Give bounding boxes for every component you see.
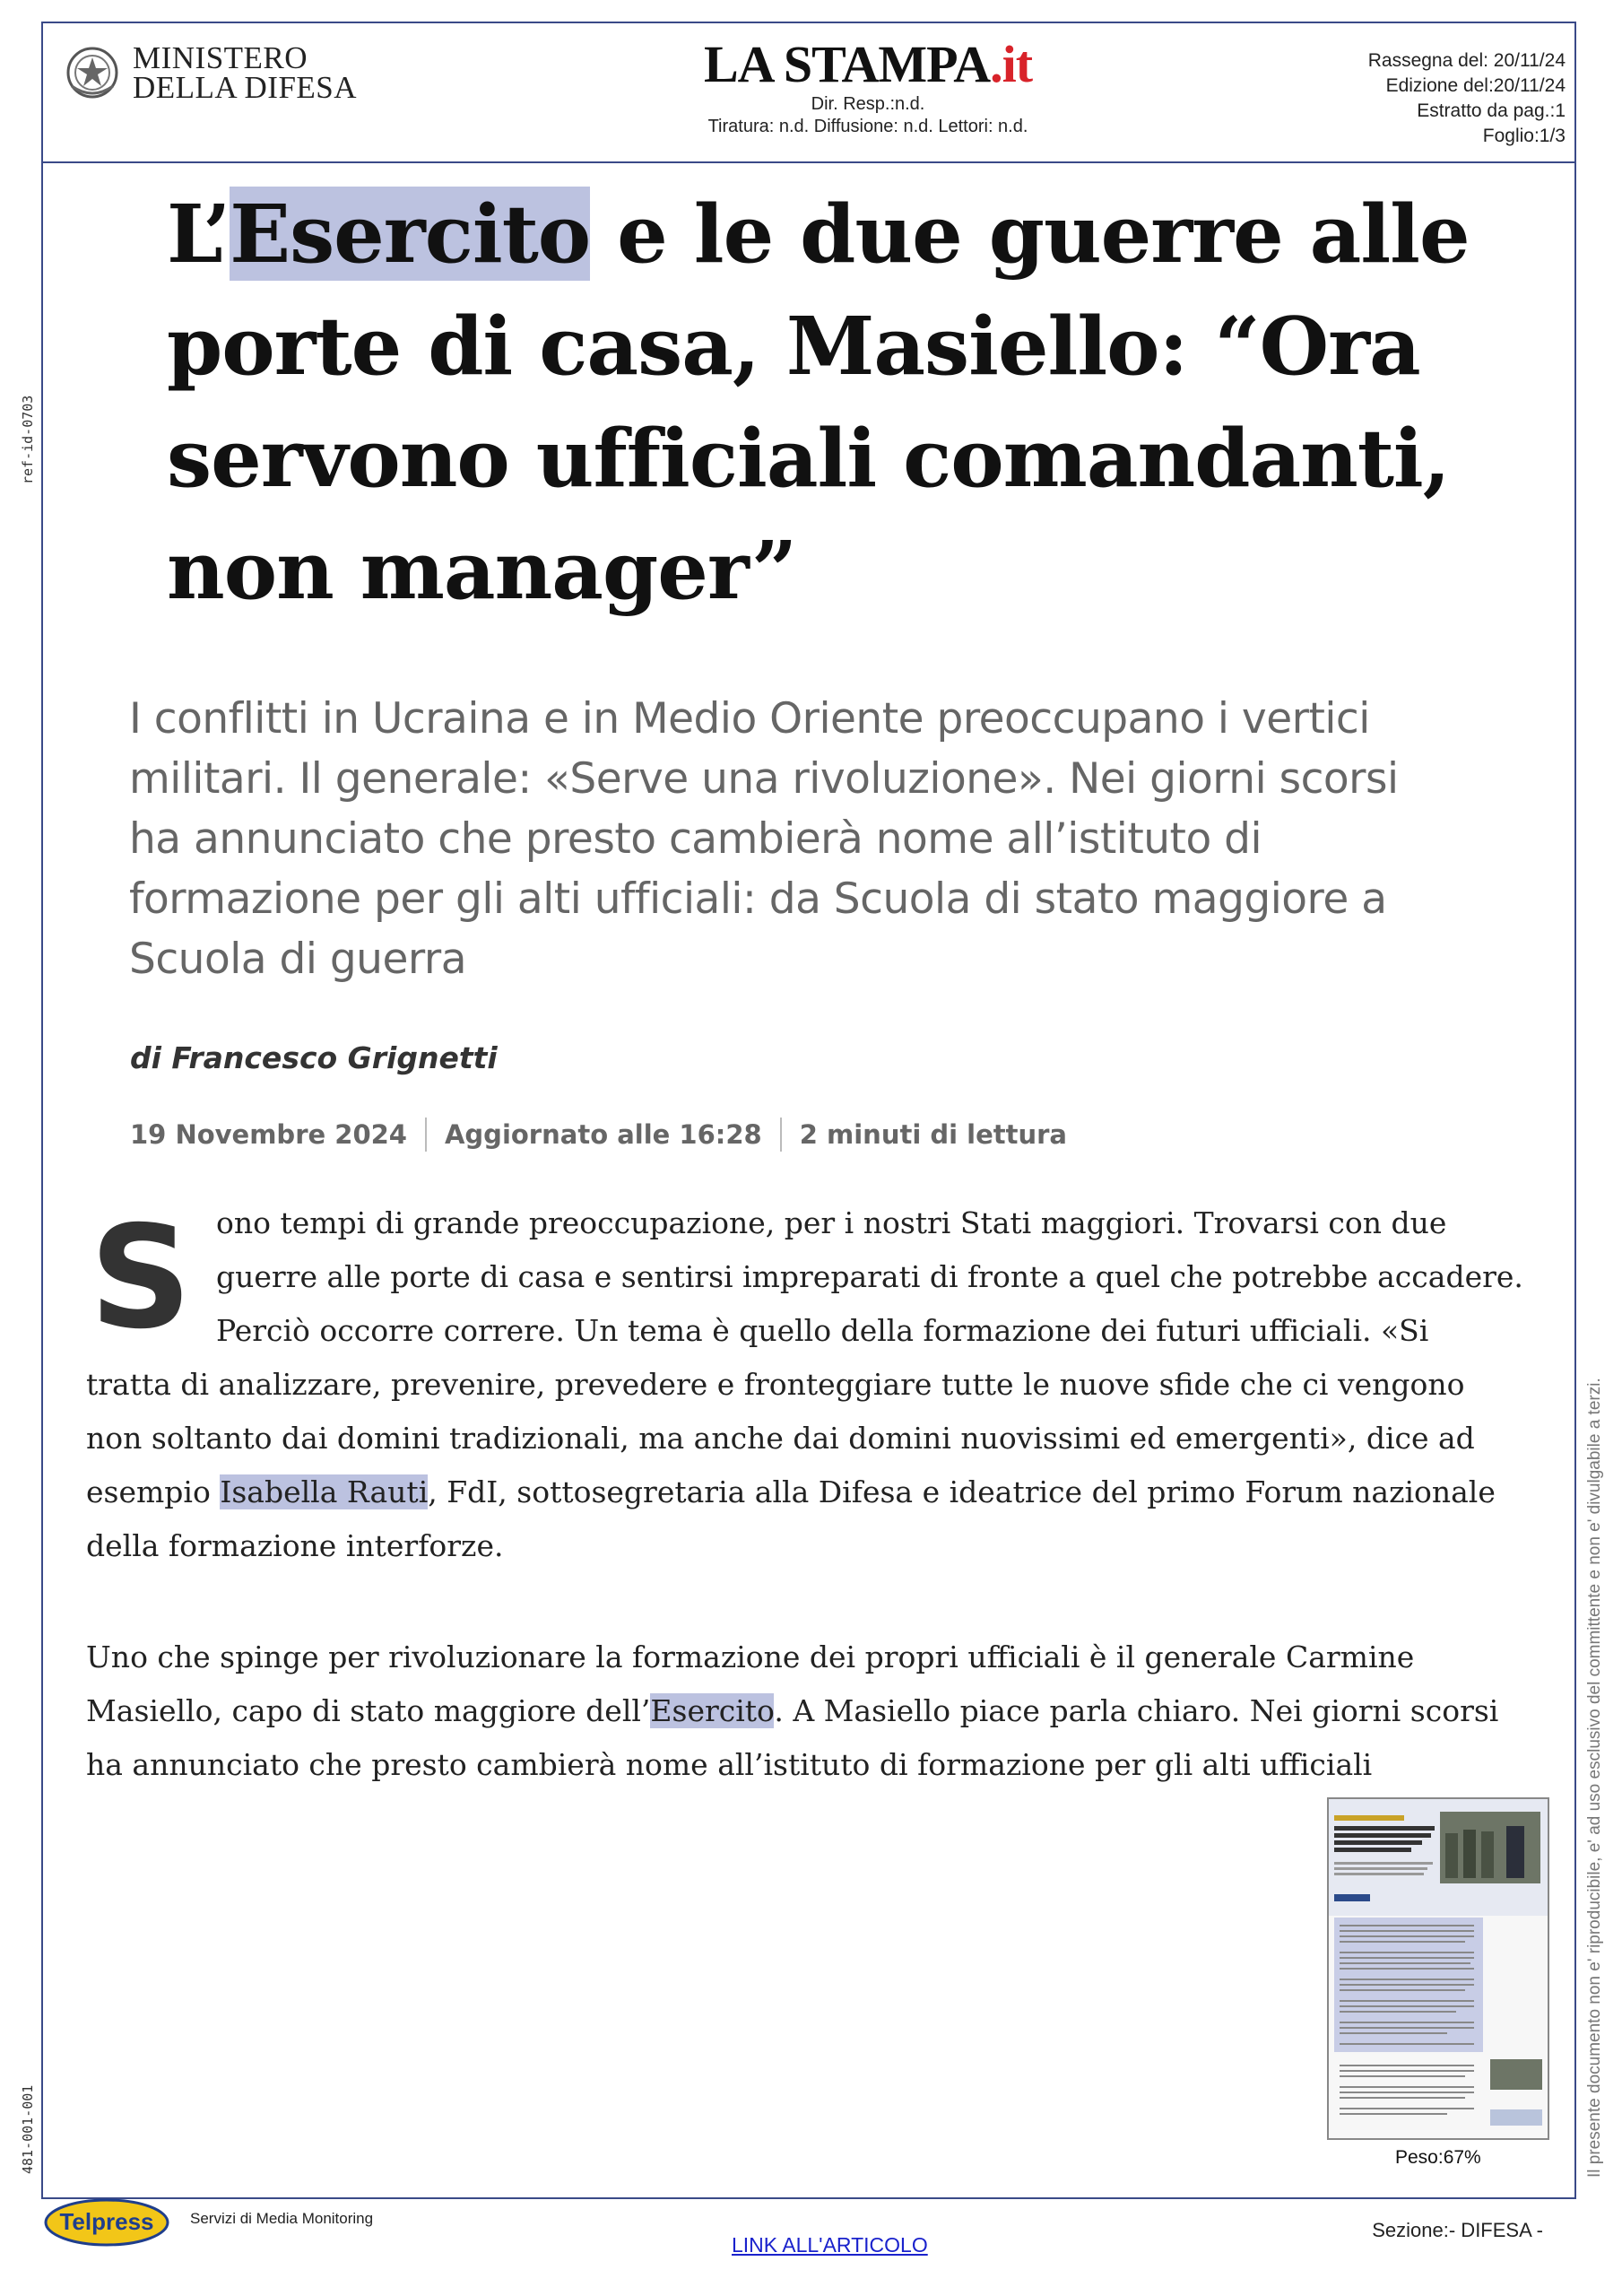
article-byline: di Francesco Grignetti [130,1040,498,1075]
subtitle-line: formazione per gli alti ufficiali: da Scuola di stato maggiore a [129,874,1387,924]
italian-republic-emblem-icon [65,45,120,100]
article-dateline [130,1118,1067,1152]
dateline-separator [780,1118,782,1152]
ministry-line-1: MINISTERO [133,40,308,75]
subtitle-line: ha annunciato che presto cambierà nome all’istituto di [129,814,1262,864]
estratto-page: Estratto da pag.:1 [1417,100,1566,121]
line-text: , FdI, sottosegretaria alla Difesa e ideatrice del primo Forum nazionale [428,1474,1496,1509]
paragraph-line: ono tempi di grande preoccupazione, per i nostri Stati maggiori. Trovarsi con due [216,1205,1447,1240]
dateline-separator [425,1118,427,1152]
line-text: Masiello, capo di stato maggiore dell’ [86,1693,651,1728]
highlighted-word: Esercito [650,1693,775,1728]
highlighted-name: Isabella Rauti [220,1474,429,1509]
page-thumbnail[interactable] [1327,1797,1549,2140]
reading-time: 2 minuti di lettura [799,1119,1068,1150]
edizione-date: Edizione del:20/11/24 [1385,75,1566,96]
telpress-logo-text: Telpress [59,2208,154,2235]
paragraph-line: tratta di analizzare, prevenire, prevedere e fronteggiare tutte le nuove sfide che ci vengono [86,1367,1465,1402]
updated-time: Aggiornato alle 16:28 [444,1119,762,1150]
logo-main: LA STAMPA [703,35,991,93]
drop-cap: S [90,1196,192,1361]
article-link[interactable]: LINK ALL'ARTICOLO [732,2233,928,2257]
paragraph-line: Perciò occorre correre. Un tema è quello della formazione dei futuri ufficiali. «Si [216,1313,1429,1348]
subtitle-line: militari. Il generale: «Serve una rivoluzione». Nei giorni scorsi [129,754,1399,804]
rassegna-info [1368,48,1566,149]
headline-line-4: non manager” [167,523,797,617]
paragraph-line [86,1684,1521,1738]
paragraph-line: guerre alle porte di casa e sentirsi impreparati di fronte a quel che potrebbe accadere. [216,1259,1523,1294]
thumbnail-preview-image [1329,1799,1548,2138]
headline-line-1 [167,178,1494,290]
subtitle-line: I conflitti in Ucraina e in Medio Oriente preoccupano i vertici [129,694,1370,744]
ministry-block [65,40,358,105]
publish-date: 19 Novembre 2024 [130,1119,407,1150]
article-paragraph-1 [86,1196,1521,1573]
article-headline [167,178,1494,626]
weight-label: Peso:67% [1395,2147,1481,2168]
section-label: Sezione:- DIFESA - [1372,2219,1543,2241]
ref-id-vertical: ref-id-0703 [20,395,36,484]
paragraph-line: non soltanto dai domini tradizionali, ma anche dai domini nuovissimi ed emergenti», dice ad [86,1421,1475,1456]
article-paragraph-2 [86,1631,1521,1792]
headline-highlight: Esercito [230,187,591,281]
headline-line-3: servono ufficiali comandanti, [167,411,1450,505]
headline-prefix: L’ [167,187,230,281]
logo-suffix: .it [990,35,1033,93]
line-text: esempio [86,1474,221,1509]
ministry-name [133,40,358,105]
line-text: . A Masiello piace parla chiaro. Nei giorni scorsi [774,1693,1499,1728]
article-subtitle [129,689,1492,989]
doc-code-vertical: 481-001-001 [20,2084,36,2174]
telpress-logo-icon [43,2194,170,2248]
paragraph-line: della formazione interforze. [86,1528,504,1563]
subtitle-line: Scuola di guerra [129,935,467,984]
director-line: Dir. Resp.:n.d. [811,94,925,114]
paragraph-line: ha annunciato che presto cambierà nome all’istituto di formazione per gli alti ufficiali [86,1747,1373,1782]
paragraph-line: Uno che spinge per rivoluzionare la formazione dei propri ufficiali è il generale Carmine [86,1639,1415,1674]
headline-rest-line-1: e le due guerre alle [590,187,1470,281]
ministry-line-2: DELLA DIFESA [133,70,358,105]
paragraph-line [86,1465,1521,1519]
foglio-number: Foglio:1/3 [1482,126,1566,146]
servizi-label: Servizi di Media Monitoring [190,2210,374,2227]
headline-line-2: porte di casa, Masiello: “Ora [167,299,1420,393]
masthead [617,36,1119,138]
publication-logo [617,36,1119,93]
rassegna-date: Rassegna del: 20/11/24 [1367,50,1566,71]
disclaimer-vertical: Il presente documento non e' riproducibile, e' ad uso esclusivo del committente e non e' divulgabile a terzi. [1585,1378,1604,2178]
circulation-line: Tiratura: n.d. Diffusione: n.d. Lettori: n.d. [707,117,1028,136]
header-divider [43,161,1574,163]
